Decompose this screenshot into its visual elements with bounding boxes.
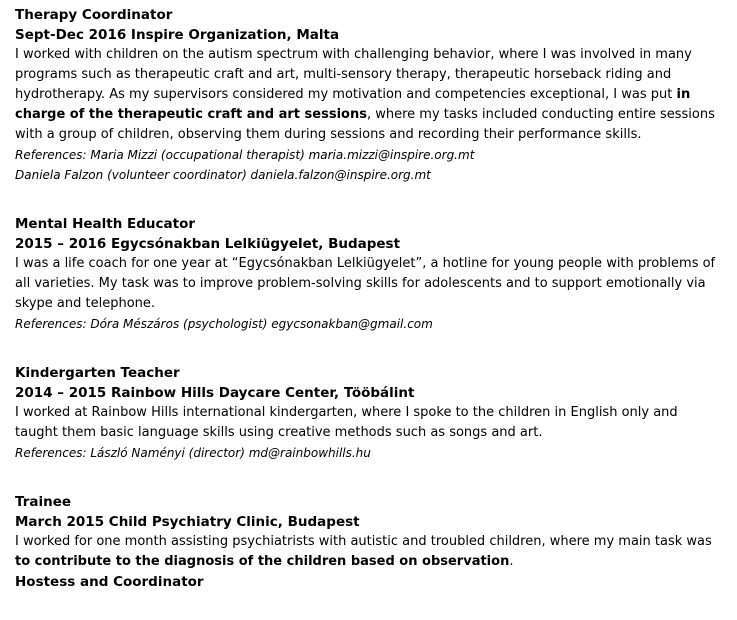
job-entry xyxy=(15,572,723,592)
job-description-run: , where my tasks included conducting entire sessions with a group of children, observing them during sessions and recording their performance skills. xyxy=(15,107,715,142)
job-reference-line: Daniela Falzon (volunteer coordinator) daniela.falzon@inspire.org.mt xyxy=(15,168,431,182)
job-description xyxy=(15,254,723,314)
experience-list xyxy=(15,5,723,592)
job-description-run: . xyxy=(509,554,514,569)
job-title: Therapy Coordinator xyxy=(15,7,173,23)
job-description-bold-run: in charge of the therapeutic craft and art sessions xyxy=(15,87,691,122)
job-date-employer: 2014 – 2015 Rainbow Hills Daycare Center, Tööbálint xyxy=(15,385,415,401)
job-title: Kindergarten Teacher xyxy=(15,365,180,381)
job-reference-line: References: Maria Mizzi (occupational therapist) maria.mizzi@inspire.org.mt xyxy=(15,148,475,162)
job-date-employer: Sept-Dec 2016 Inspire Organization, Malta xyxy=(15,27,340,43)
job-description xyxy=(15,532,723,572)
job-description xyxy=(15,45,723,145)
job-description-run: I was a life coach for one year at “Egycsónakban Lelkiügyelet”, a hotline for young people with problems of all varieties. My task was to improve problem-solving skills for adolescents and to support emotionally via skype and telephone. xyxy=(15,256,716,311)
job-description-bold-run: to contribute to the diagnosis of the children based on observation xyxy=(15,554,510,569)
job-description-run: I worked at Rainbow Hills international kindergarten, where I spoke to the children in English only and taught them basic language skills using creative methods such as songs and art. xyxy=(15,405,678,440)
job-title: Mental Health Educator xyxy=(15,216,196,232)
job-title: Hostess and Coordinator xyxy=(15,574,204,590)
job-entry xyxy=(15,5,723,185)
job-entry xyxy=(15,363,723,463)
job-description-run: I worked for one month assisting psychiatrists with autistic and troubled children, where my main task was xyxy=(15,534,712,549)
job-title: Trainee xyxy=(15,494,72,510)
job-date-employer: 2015 – 2016 Egycsónakban Lelkiügyelet, Budapest xyxy=(15,236,401,252)
job-entry xyxy=(15,492,723,572)
job-reference-line: References: Dóra Mészáros (psychologist) egycsonakban@gmail.com xyxy=(15,317,433,331)
job-reference-line: References: László Naményi (director) md@rainbowhills.hu xyxy=(15,446,371,460)
job-date-employer: March 2015 Child Psychiatry Clinic, Budapest xyxy=(15,514,360,530)
job-entry xyxy=(15,214,723,334)
job-description xyxy=(15,403,723,443)
job-description-run: I worked with children on the autism spectrum with challenging behavior, where I was involved in many programs such as therapeutic craft and art, multi-sensory therapy, therapeutic horseback riding and hydrotherapy. As my supervisors considered my motivation and competencies exceptional, I was put xyxy=(15,47,692,102)
